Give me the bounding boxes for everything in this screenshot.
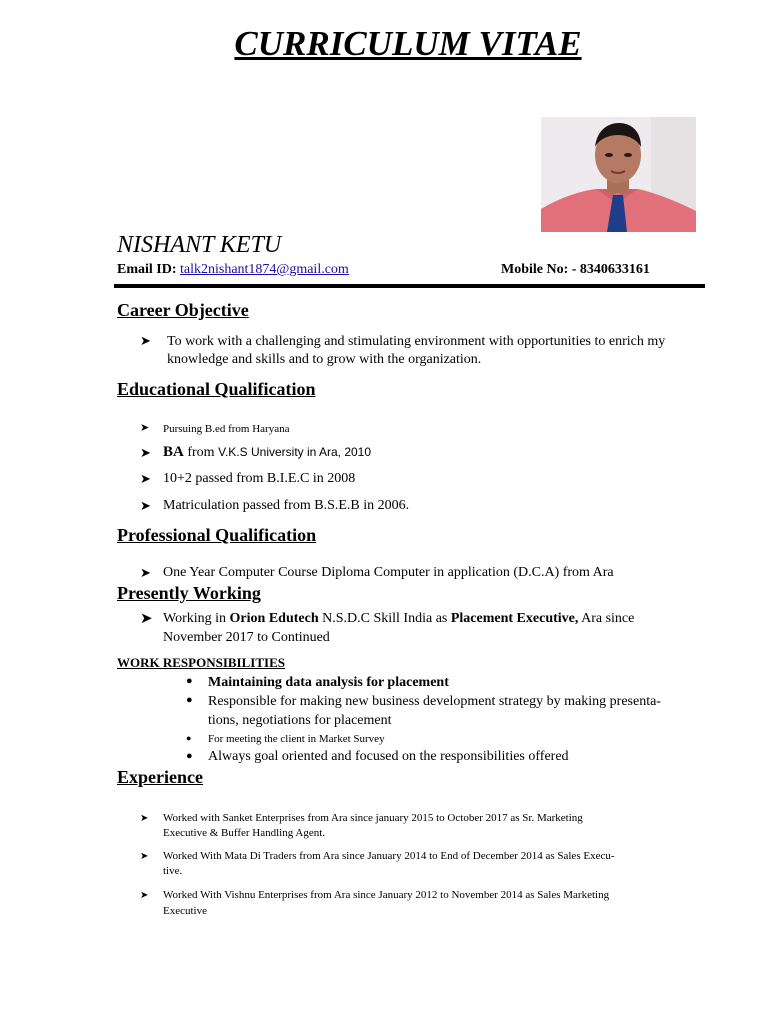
responsibility-market-survey: For meeting the client in Market Survey — [208, 733, 385, 745]
arrowhead-icon: ➤ — [140, 890, 149, 901]
career-objective-text: To work with a challenging and stimulating environment with opportunities to enrich my knowledge and skills and to grow with the organization. — [167, 334, 666, 367]
email-link[interactable]: talk2nishant1874@gmail.com — [180, 262, 349, 277]
experience-sanket-line1: Worked with Sanket Enterprises from Ara since january 2015 to October 2017 as Sr. Marketing — [163, 812, 583, 824]
professional-item-dca: One Year Computer Course Diploma Computer in application (D.C.A) from Ara — [163, 565, 614, 580]
arrowhead-icon: ➤ — [140, 498, 151, 513]
experience-heading: Experience — [117, 767, 203, 787]
email-line — [117, 262, 349, 278]
present-text-1: Working in — [163, 611, 230, 626]
experience-matadi-line1: Worked With Mata Di Traders from Ara since January 2014 to End of December 2014 as Sales Execu- — [163, 850, 615, 862]
mobile-number: Mobile No: - 8340633161 — [501, 262, 650, 277]
experience-vishnu-line2: Executive — [163, 905, 207, 917]
dot-icon: ● — [186, 694, 193, 706]
present-text-2: N.S.D.C Skill India as — [318, 611, 451, 626]
header-divider — [114, 284, 705, 288]
present-company: Orion Edutech — [229, 611, 319, 626]
education-ba-institution: V.K.S University in Ara, 2010 — [218, 445, 372, 459]
presently-working-heading: Presently Working — [117, 583, 261, 603]
document-title: CURRICULUM VITAE — [234, 24, 582, 63]
responsibility-goal-oriented: Always goal oriented and focused on the responsibilities offered — [208, 749, 569, 764]
arrowhead-icon: ➤ — [140, 422, 150, 434]
arrowhead-icon: ➤ — [140, 471, 151, 486]
present-job-line2: November 2017 to Continued — [163, 630, 330, 645]
education-item-12th: 10+2 passed from B.I.E.C in 2008 — [163, 471, 356, 486]
profile-photo-figure — [541, 117, 696, 232]
professional-heading: Professional Qualification — [117, 525, 317, 545]
education-ba-from: from — [183, 445, 219, 460]
email-label: Email ID: — [117, 262, 180, 277]
arrowhead-icon: ➤ — [140, 611, 153, 627]
profile-photo — [541, 117, 696, 232]
candidate-name: NISHANT KETU — [117, 232, 282, 258]
education-item-bed: Pursuing B.ed from Haryana — [163, 423, 290, 435]
dot-icon: ● — [186, 675, 193, 687]
dot-icon: ● — [186, 733, 192, 743]
responsibility-business-line2: tions, negotiations for placement — [208, 713, 392, 728]
arrowhead-icon: ➤ — [140, 813, 149, 824]
dot-icon: ● — [186, 750, 193, 762]
arrowhead-icon: ➤ — [140, 445, 151, 460]
present-text-3: Ara since — [578, 611, 635, 626]
education-item-ba — [163, 443, 371, 462]
career-objective-heading: Career Objective — [117, 300, 249, 320]
responsibility-business-line1: Responsible for making new business development strategy by making presenta- — [208, 694, 661, 709]
experience-matadi-line2: tive. — [163, 865, 183, 877]
arrowhead-icon: ➤ — [140, 851, 149, 862]
education-item-matric: Matriculation passed from B.S.E.B in 2006. — [163, 498, 410, 513]
present-job-line1 — [163, 610, 703, 628]
education-heading: Educational Qualification — [117, 379, 316, 399]
present-role: Placement Executive, — [450, 611, 579, 626]
experience-sanket-line2: Executive & Buffer Handling Agent. — [163, 827, 326, 839]
arrowhead-icon: ➤ — [140, 333, 151, 348]
arrowhead-icon: ➤ — [140, 565, 151, 580]
responsibility-data-analysis: Maintaining data analysis for placement — [208, 675, 449, 690]
education-ba-degree: BA — [163, 444, 184, 460]
experience-vishnu-line1: Worked With Vishnu Enterprises from Ara since January 2012 to November 2014 as Sales Marketing — [163, 889, 610, 901]
work-responsibilities-heading: WORK RESPONSIBILITIES — [117, 655, 285, 670]
